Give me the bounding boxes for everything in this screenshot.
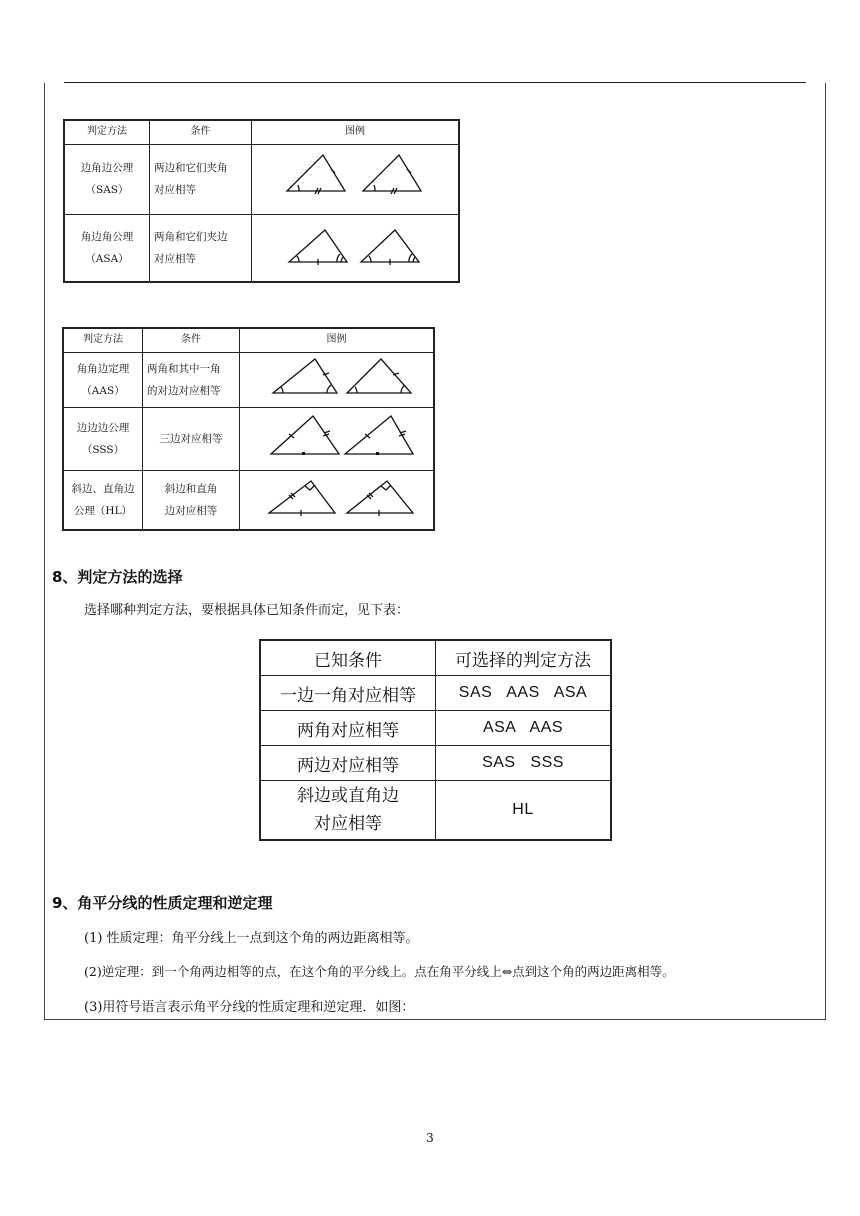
- condition-cell: 一边一角对应相等: [260, 676, 436, 711]
- section-8-intro: 选择哪种判定方法，要根据具体已知条件而定，见下表：: [84, 603, 410, 618]
- condition-cell: [143, 407, 240, 470]
- header-selectable-methods: 可选择的判定方法: [436, 640, 612, 676]
- table-row: [64, 144, 459, 214]
- method-name: 斜边、直角边: [71, 482, 135, 495]
- header-known-condition: 已知条件: [260, 640, 436, 676]
- header-condition: 条件: [150, 120, 252, 144]
- header-method: 判定方法: [63, 328, 143, 352]
- sas-triangles-figure: [255, 147, 455, 203]
- condition-cell: [260, 781, 436, 841]
- condition-line: 两角和其中一角: [147, 362, 221, 375]
- condition-line: 对应相等: [154, 184, 196, 196]
- condition-line: 对应相等: [314, 814, 382, 834]
- aas-triangles-figure: [243, 353, 431, 399]
- condition-cell: [143, 470, 240, 530]
- methods-cell: SAS SSS: [436, 746, 612, 781]
- asa-triangles-figure: [255, 216, 455, 272]
- condition-cell: [143, 352, 240, 407]
- condition-line: 边对应相等: [164, 504, 218, 517]
- page-number: 3: [426, 1131, 434, 1145]
- condition-line: 斜边和直角: [164, 482, 218, 495]
- table-row: [63, 470, 434, 530]
- method-cell: [63, 407, 143, 470]
- method-name: 角边角公理: [80, 230, 134, 243]
- table-row: [260, 711, 611, 746]
- method-abbr: （AAS）: [81, 384, 125, 397]
- table-row: [260, 781, 611, 841]
- method-abbr: （SAS）: [85, 184, 129, 196]
- figure-cell: [240, 407, 435, 470]
- condition-line: 对应相等: [154, 252, 196, 265]
- figure-cell: [252, 214, 460, 282]
- table-row: [260, 746, 611, 781]
- method-abbr: （SSS）: [81, 443, 125, 456]
- condition-line: 两角和它们夹边: [154, 230, 228, 243]
- condition-cell: 两边对应相等: [260, 746, 436, 781]
- condition-cell: 两角对应相等: [260, 711, 436, 746]
- hl-triangles-figure: [243, 471, 431, 521]
- condition-cell: [150, 214, 252, 282]
- methods-cell: ASA AAS: [436, 711, 612, 746]
- figure-cell: [240, 470, 435, 530]
- header-method: 判定方法: [64, 120, 150, 144]
- methods-cell: HL: [436, 781, 612, 841]
- method-abbr: 公理（HL）: [73, 504, 133, 517]
- figure-cell: [252, 144, 460, 214]
- section-9-item-2: (2)逆定理：到一个角两边相等的点，在这个角的平分线上。点在角平分线上⇔点到这个角的两边距离相等。: [84, 964, 675, 979]
- criteria-table-1: [63, 119, 460, 283]
- condition-line: 斜边或直角边: [297, 786, 399, 806]
- section-9-item-1: (1) 性质定理：角平分线上一点到这个角的两边距离相等。: [84, 931, 419, 946]
- method-cell: [64, 144, 150, 214]
- method-name: 边角边公理: [80, 162, 134, 174]
- section-9-heading: 9、角平分线的性质定理和逆定理: [52, 894, 273, 912]
- criteria-table-2: [62, 327, 435, 531]
- table-row: [63, 407, 434, 470]
- method-cell: [63, 470, 143, 530]
- method-cell: [63, 352, 143, 407]
- condition-line: 两边和它们夹角: [154, 162, 228, 174]
- methods-cell: SAS AAS ASA: [436, 676, 612, 711]
- condition-line: 的对边对应相等: [147, 384, 221, 397]
- condition-line: 三边对应相等: [159, 432, 223, 445]
- table-row: [63, 352, 434, 407]
- header-condition: 条件: [143, 328, 240, 352]
- method-cell: [64, 214, 150, 282]
- condition-cell: [150, 144, 252, 214]
- figure-cell: [240, 352, 435, 407]
- method-name: 边边边公理: [76, 421, 130, 434]
- header-figure: 图例: [240, 328, 435, 352]
- section-9-item-3: (3)用符号语言表示角平分线的性质定理和逆定理．如图：: [84, 1000, 415, 1015]
- table-row: [64, 214, 459, 282]
- section-8-heading: 8、判定方法的选择: [52, 568, 183, 586]
- sss-triangles-figure: [243, 408, 431, 462]
- header-figure: 图例: [252, 120, 460, 144]
- method-selection-table: [259, 639, 612, 841]
- method-name: 角角边定理: [76, 362, 130, 375]
- table-row: [260, 676, 611, 711]
- method-abbr: （ASA）: [85, 252, 129, 265]
